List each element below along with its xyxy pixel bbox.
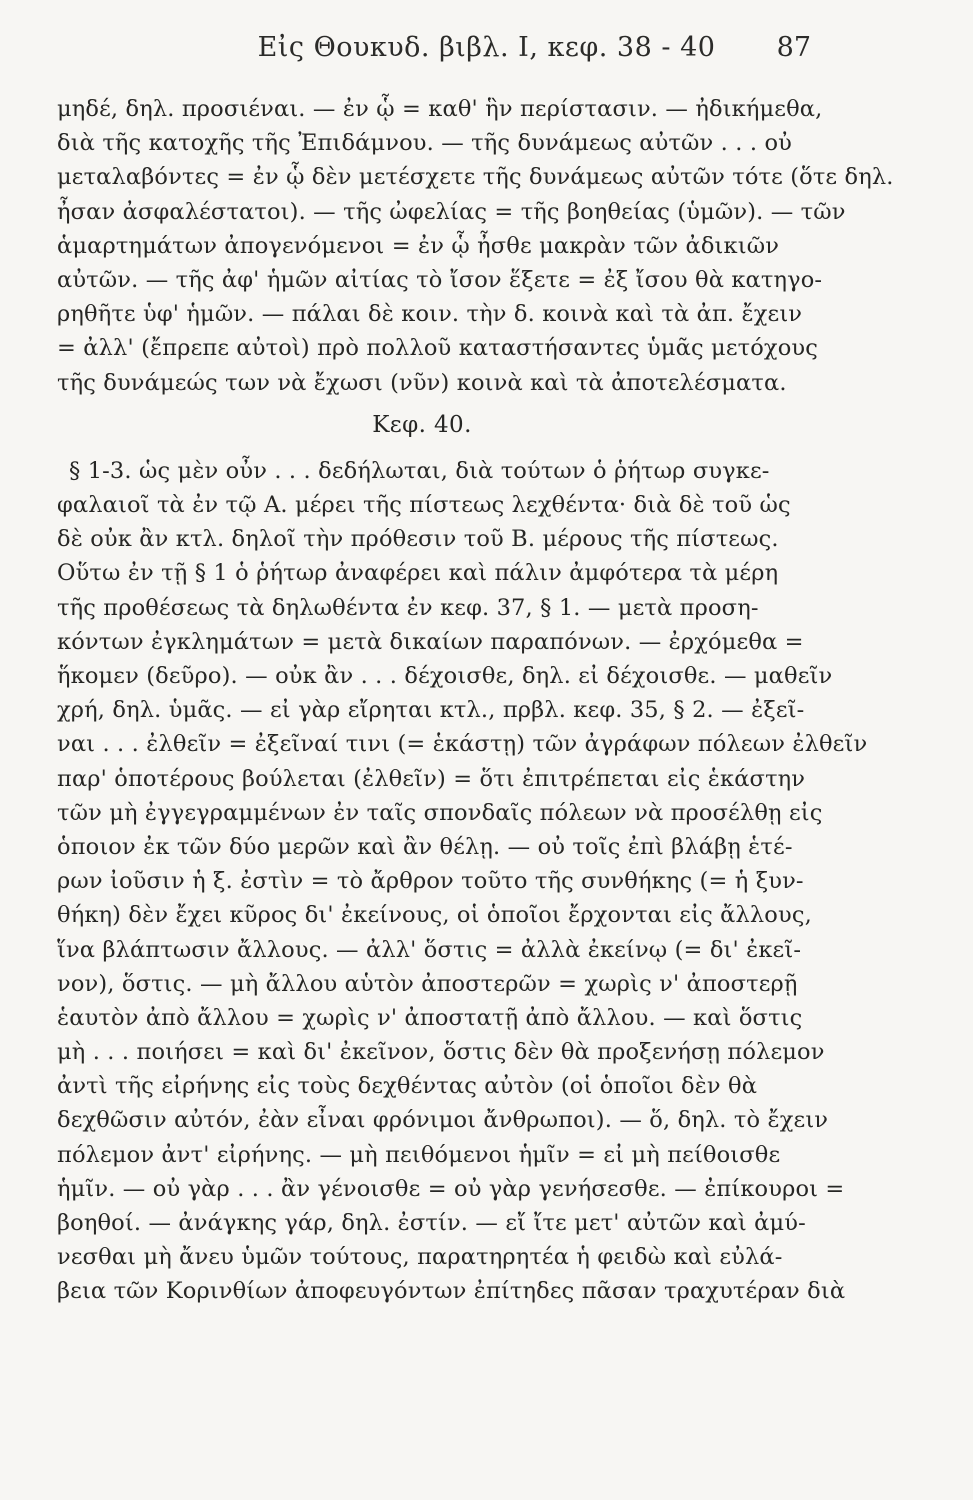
text-line: δὲ οὐκ ἂν κτλ. δηλοῖ τὴν πρόθεσιν τοῦ Β. μέρους τῆς πίστεως.: [57, 526, 779, 553]
text-line: χρή, δηλ. ὑμᾶς. — εἰ γὰρ εἴρηται κτλ., πρβλ. κεφ. 35, § 2. — ἐξεῖ-: [57, 697, 805, 724]
text-line: τῶν μὴ ἐγγεγραμμένων ἐν ταῖς σπονδαῖς πόλεων νὰ προσέλθῃ εἰς: [57, 799, 823, 826]
text-line: § 1-3. ὡς μὲν οὖν . . . δεδήλωται, διὰ τούτων ὁ ῥήτωρ συγκε-: [69, 457, 770, 484]
text-line: ἑαυτὸν ἀπὸ ἄλλου = χωρὶς ν' ἀποστατῇ ἀπὸ ἄλλου. — καὶ ὅστις: [57, 1004, 803, 1031]
text-line: ἥκομεν (δεῦρο). — οὐκ ἂν . . . δέχοισθε, δηλ. εἰ δέχοισθε. — μαθεῖν: [57, 663, 833, 689]
commentary-text: [57, 92, 894, 1309]
text-line: μὴ . . . ποιήσει = καὶ δι' ἐκεῖνον, ὅστις δὲν θὰ προξενήσῃ πόλεμον: [57, 1039, 825, 1066]
text-line: κόντων ἐγκλημάτων = μετὰ δικαίων παραπόνων. — ἐρχόμεθα =: [57, 628, 804, 655]
text-line: ἵνα βλάπτωσιν ἄλλους. — ἀλλ' ὅστις = ἀλλὰ ἐκείνῳ (= δι' ἐκεῖ-: [57, 936, 802, 963]
text-line: Οὕτω ἐν τῇ § 1 ὁ ῥήτωρ ἀναφέρει καὶ πάλιν ἀμφότερα τὰ μέρη: [57, 560, 779, 587]
text-line: μεταλαβόντες = ἐν ᾧ δὲν μετέσχετε τῆς δυνάμεως αὐτῶν τότε (ὅτε δηλ.: [57, 164, 894, 191]
text-line: νεσθαι μὴ ἄνευ ὑμῶν τούτους, παρατηρητέα ἡ φειδὼ καὶ εὐλά-: [57, 1244, 783, 1271]
text-line: ρων ἰοῦσιν ἡ ξ. ἐστὶν = τὸ ἄρθρον τοῦτο τῆς συνθήκης (= ἡ ξυν-: [57, 868, 804, 895]
text-line: νον), ὅστις. — μὴ ἄλλου αὑτὸν ἀποστερῶν = χωρὶς ν' ἀποστερῇ: [57, 970, 798, 997]
page-header: [0, 32, 973, 72]
text-line: τῆς δυνάμεώς των νὰ ἔχωσι (νῦν) κοινὰ καὶ τὰ ἀποτελέσματα.: [57, 369, 787, 396]
text-line: διὰ τῆς κατοχῆς τῆς Ἐπιδάμνου. — τῆς δυνάμεως αὐτῶν . . . οὐ: [57, 130, 793, 157]
text-line: ἀντὶ τῆς εἰρήνης εἰς τοὺς δεχθέντας αὐτὸν (οἱ ὁποῖοι δὲν θὰ: [57, 1073, 758, 1100]
text-line: φαλαιοῖ τὰ ἐν τῷ Α. μέρει τῆς πίστεως λεχθέντα· διὰ δὲ τοῦ ὡς: [57, 492, 791, 519]
text-line: ρηθῆτε ὑφ' ἡμῶν. — πάλαι δὲ κοιν. τὴν δ. κοινὰ καὶ τὰ ἀπ. ἔχειν: [57, 301, 803, 328]
text-line: βεια τῶν Κορινθίων ἀποφευγόντων ἐπίτηδες πᾶσαν τραχυτέραν διὰ: [57, 1278, 846, 1305]
chapter-heading: Κεφ. 40.: [372, 411, 472, 438]
text-line: θήκη) δὲν ἔχει κῦρος δι' ἐκείνους, οἱ ὁποῖοι ἔρχονται εἰς ἄλλους,: [57, 902, 812, 929]
page-number: 87: [776, 32, 811, 63]
text-line: τῆς προθέσεως τὰ δηλωθέντα ἐν κεφ. 37, § 1. — μετὰ προση-: [57, 594, 759, 621]
text-line: ἁμαρτημάτων ἀπογενόμενοι = ἐν ᾧ ἦσθε μακρὰν τῶν ἀδικιῶν: [57, 232, 780, 259]
text-line: μηδέ, δηλ. προσιέναι. — ἐν ᾧ = καθ' ἣν περίστασιν. — ἠδικήμεθα,: [57, 96, 823, 122]
running-head: Εἰς Θουκυδ. βιβλ. Ι, κεφ. 38 - 40: [257, 32, 716, 63]
text-line: = ἀλλ' (ἔπρεπε αὐτοὶ) πρὸ πολλοῦ καταστήσαντες ὑμᾶς μετόχους: [57, 335, 818, 362]
text-line: πόλεμον ἀντ' εἰρήνης. — μὴ πειθόμενοι ἡμῖν = εἰ μὴ πείθοισθε: [57, 1141, 781, 1168]
text-line: ναι . . . ἐλθεῖν = ἐξεῖναί τινι (= ἑκάστῃ) τῶν ἀγράφων πόλεων ἐλθεῖν: [57, 731, 868, 758]
text-line: βοηθοί. — ἀνάγκης γάρ, δηλ. ἐστίν. — εἴ ἴτε μετ' αὐτῶν καὶ ἀμύ-: [57, 1210, 806, 1236]
text-line: ἡμῖν. — οὐ γὰρ . . . ἂν γένοισθε = οὐ γὰρ γενήσεσθε. — ἐπίκουροι =: [57, 1175, 845, 1202]
text-line: ἦσαν ἀσφαλέστατοι). — τῆς ὠφελίας = τῆς βοηθείας (ὑμῶν). — τῶν: [57, 198, 846, 225]
text-line: δεχθῶσιν αὐτόν, ἐὰν εἶναι φρόνιμοι ἄνθρωποι). — ὅ, δηλ. τὸ ἔχειν: [57, 1107, 829, 1134]
text-line: αὐτῶν. — τῆς ἀφ' ἡμῶν αἰτίας τὸ ἴσον ἕξετε = ἐξ ἴσου θὰ κατηγο-: [57, 266, 823, 293]
text-line: ὁποιον ἐκ τῶν δύο μερῶν καὶ ἂν θέλῃ. — οὐ τοῖς ἐπὶ βλάβῃ ἑτέ-: [57, 833, 793, 860]
text-line: παρ' ὁποτέρους βούλεται (ἐλθεῖν) = ὅτι ἐπιτρέπεται εἰς ἑκάστην: [57, 765, 806, 792]
